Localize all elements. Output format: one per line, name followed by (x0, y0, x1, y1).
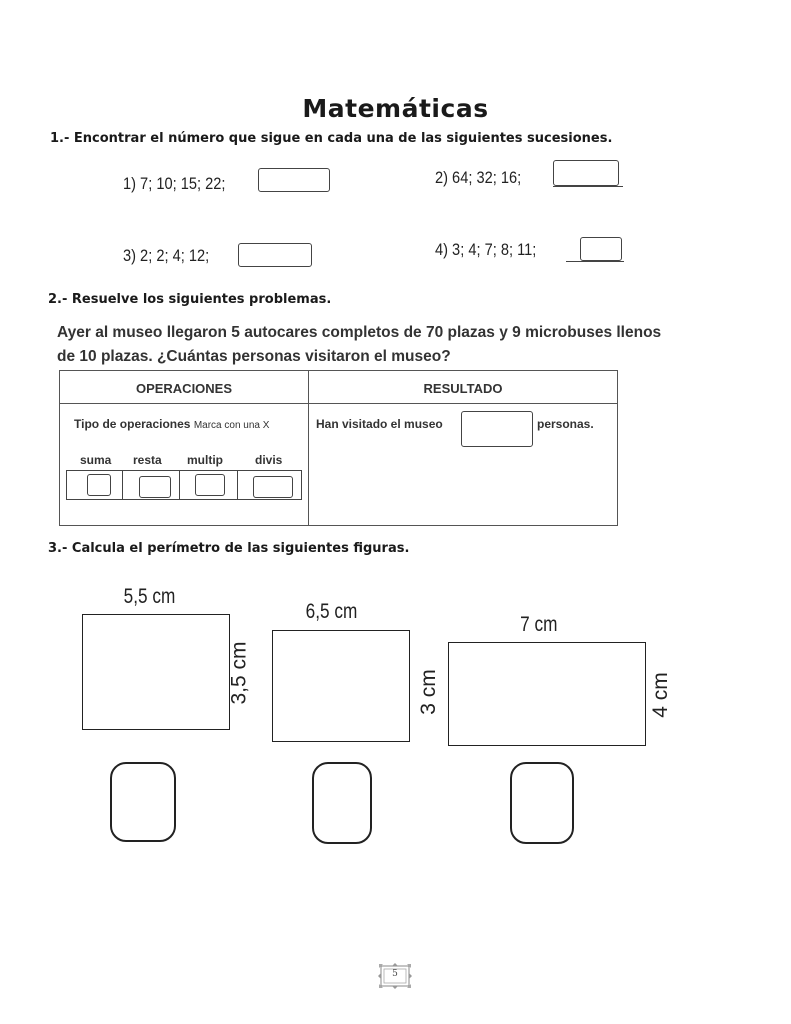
option-label-multip: multip (187, 453, 223, 467)
figure-1-height-label: 3,5 cm (227, 641, 251, 705)
section-2-heading (48, 292, 331, 307)
checkbox-resta[interactable] (139, 476, 171, 498)
sequence-1-answer-box[interactable] (258, 168, 330, 192)
sequence-3-answer-box[interactable] (238, 243, 312, 267)
option-label-resta: resta (133, 453, 162, 467)
operation-type-label (74, 417, 269, 431)
option-label-divis: divis (255, 453, 283, 467)
sequence-3-label: 3) 2; 2; 4; 12; (123, 246, 210, 265)
sequence-1-label: 1) 7; 10; 15; 22; (123, 174, 226, 193)
problem-table (59, 370, 618, 526)
figure-2-rectangle (272, 630, 410, 742)
figure-1-width-label: 5,5 cm (123, 585, 176, 608)
figure-1-perimeter-box[interactable] (110, 762, 176, 842)
figure-1-rectangle (82, 614, 230, 730)
operation-type-text: Tipo de operaciones (74, 417, 191, 431)
problem-line-2: de 10 plazas. ¿Cuántas personas visitaron el museo? (57, 348, 451, 365)
sequence-4-answer-box[interactable] (580, 237, 622, 261)
result-suffix: personas. (537, 417, 594, 431)
checkbox-divis[interactable] (253, 476, 293, 498)
figure-3-rectangle (448, 642, 646, 746)
section-2-number: 2.- (48, 292, 68, 307)
strip-divider (237, 471, 238, 499)
operation-type-hint: Marca con una X (193, 420, 270, 431)
page-number-badge (378, 963, 412, 989)
checkbox-multip[interactable] (195, 474, 225, 496)
strip-divider (179, 471, 180, 499)
page-number: 5 (392, 969, 398, 979)
checkbox-suma[interactable] (87, 474, 111, 496)
section-2-instruction: Resuelve los siguientes problemas. (71, 292, 332, 307)
section-3-instruction: 3.- Calcula el perímetro de las siguientes figuras. (48, 541, 410, 556)
result-answer-box[interactable] (461, 411, 533, 447)
problem-line-1: Ayer al museo llegaron 5 autocares completos de 70 plazas y 9 microbuses llenos (57, 324, 662, 341)
figure-2-width-label: 6,5 cm (305, 600, 358, 623)
strip-divider (122, 471, 123, 499)
figure-3-width-label: 7 cm (520, 613, 558, 636)
figure-2-perimeter-box[interactable] (312, 762, 372, 844)
sequence-4-label: 4) 3; 4; 7; 8; 11; (435, 240, 537, 259)
sequence-4-underline (566, 261, 624, 262)
result-prefix: Han visitado el museo (316, 417, 443, 431)
page-title: Matemáticas (302, 94, 489, 123)
sequence-2-label: 2) 64; 32; 16; (435, 168, 522, 187)
sequence-2-answer-box[interactable] (553, 160, 619, 186)
operation-checkbox-strip (66, 470, 302, 500)
figure-3-height-label: 4 cm (648, 672, 672, 718)
option-label-suma: suma (80, 453, 112, 467)
sequence-2-underline (553, 186, 623, 187)
figure-2-height-label: 3 cm (416, 669, 440, 715)
column-header-result: RESULTADO (423, 381, 503, 396)
column-header-operations: OPERACIONES (135, 381, 233, 396)
table-header-divider (60, 403, 617, 404)
figure-3-perimeter-box[interactable] (510, 762, 574, 844)
section-1-instruction: 1.- Encontrar el número que sigue en cada una de las siguientes sucesiones. (50, 131, 613, 146)
